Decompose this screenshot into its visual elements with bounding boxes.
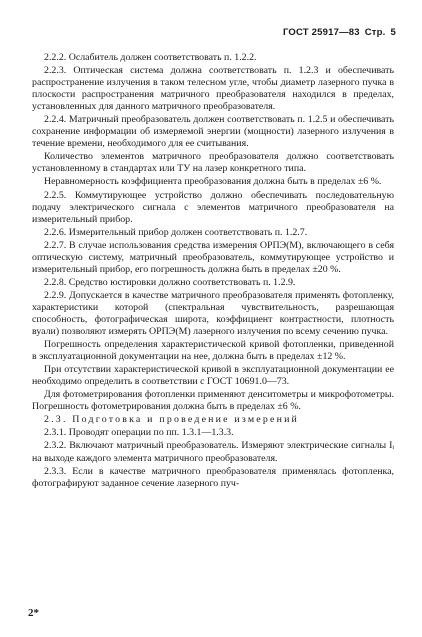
page-label: Стр. [364,27,386,38]
paragraph-2-3-3: 2.3.3. Если в качестве матричного преобразователя применялась фотопленка, фотографируют заданное сечение лазерного пуч- [32,465,394,489]
paragraph-element-count: Количество элементов матричного преобразователя должно соответствовать установленному в стандартах или ТУ на лазер конкретного типа. [32,151,394,175]
standard-code: ГОСТ 25917—83 [282,27,360,38]
paragraph-2-2-6: 2.2.6. Измерительный прибор должен соответствовать п. 1.2.7. [44,226,308,238]
paragraph-2-2-8: 2.2.8. Средство юстировки должно соответствовать п. 1.2.9. [44,276,296,288]
paragraph-curve-error: Погрешность определения характеристической кривой фотопленки, приведенной в эксплуатационной документации на нее, должна быть в пределах ±12 %. [32,339,394,363]
signature-mark: 2* [28,606,39,619]
paragraph-2-2-5: 2.2.5. Коммутирующее устройство должно обеспечивать последовательную подачу электрического сигнала с элементов матричного преобразователя на измерительный прибор. [32,189,394,225]
body-text [32,52,394,491]
paragraph-photometry: Для фотометрирования фотопленки применяют денситометры и микрофотометры. Погрешность фотометрирования должна быть в пределах ±6 %. [32,389,394,413]
paragraph-2-3-2: 2.3.2. Включают матричный преобразователь. Измеряют электрические сигналы Iᵢ на выходе каждого элемента матричного преобразователя. [32,440,394,464]
paragraph-2-3-1: 2.3.1. Проводят операции по пп. 1.3.1—1.3.3. [44,427,234,439]
paragraph-2-2-9: 2.2.9. Допускается в качестве матричного преобразователя применять фотопленку, характеристики которой (спектральная чувствительность, разрешающая способность, фотографическая широта, коэффициент контрастности, плотность вуали) позволяют измерять ОРПЭ(М) лазерного излучения по всему сечению пучка. [32,289,394,338]
section-heading-2-3: 2.3. Подготовка и проведение измерений [44,414,300,426]
paragraph-nonuniformity: Неравномерность коэффициента преобразования должна быть в пределах ±6 %. [44,176,382,188]
page-header [283,27,396,39]
paragraph-2-2-7: 2.2.7. В случае использования средства измерения ОРПЭ(М), включающего в себя оптическую систему, матричный преобразователь, коммутирующее устройство и измерительный прибор, его погрешность должна быть в пределах ±20 %. [32,239,394,275]
paragraph-2-2-3: 2.2.3. Оптическая система должна соответствовать п. 1.2.3 и обеспечивать распространение излучения в таком телесном угле, чтобы диаметр лазерного пучка в плоскости распространения матричного преобразователя находился в пределах, установленных для данного матричного преобразователя. [32,65,394,113]
paragraph-2-2-2: 2.2.2. Ослабитель должен соответствовать п. 1.2.2. [44,52,257,63]
paragraph-2-2-4: 2.2.4. Матричный преобразователь должен соответствовать п. 1.2.5 и обеспечивать сохранение информации об измеряемой энергии (мощности) лазерного излучения в течение времени, необходимого для ее считывания. [32,114,394,150]
page-number: 5 [390,27,396,38]
paragraph-no-curve: При отсутствии характеристической кривой в эксплуатационной документации ее необходимо определить в соответствии с ГОСТ 10691.0—73. [32,364,394,388]
